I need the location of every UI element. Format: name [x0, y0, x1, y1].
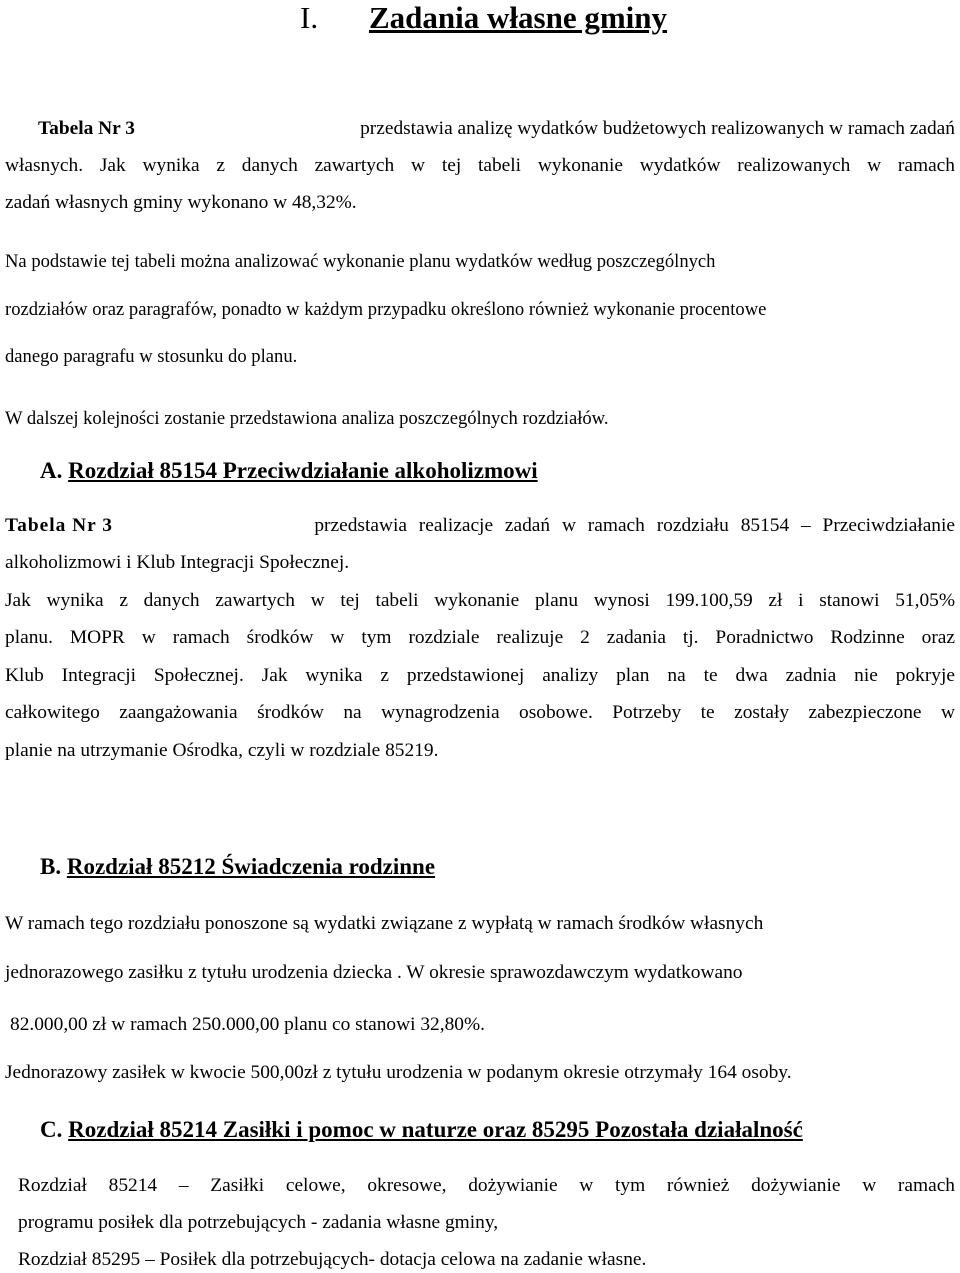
table-reference: Tabela Nr 3	[38, 118, 135, 139]
section-a-line-2: alkoholizmowi i Klub Integracji Społecznej.	[5, 552, 350, 573]
analysis-line-2: rozdziałów oraz paragrafów, ponadto w każdym przypadku określono również wykonanie procentowe	[5, 299, 767, 320]
intro-line-3: zadań własnych gminy wykonano w 48,32%.	[5, 192, 357, 213]
section-c-line-1: Rozdział 85214 – Zasiłki celowe, okresowe, dożywianie w tym również dożywianie w ramach	[18, 1175, 955, 1196]
section-b-letter: B.	[40, 854, 62, 879]
section-a-heading	[40, 457, 538, 485]
section-b-title: Rozdział 85212 Świadczenia rodzinne	[66, 854, 436, 879]
heading-title: Zadania własne gminy	[369, 0, 668, 35]
intro-line-1	[38, 117, 955, 141]
section-a-line-5: Klub Integracji Społecznej. Jak wynika z przedstawionej analizy plan na te dwa zadnia nie pokryje	[5, 665, 955, 686]
heading-number: I.	[300, 0, 319, 35]
section-c-line-3: Rozdział 85295 – Posiłek dla potrzebujących- dotacja celowa na zadanie własne.	[18, 1249, 647, 1270]
section-a-line-4: planu. MOPR w ramach środków w tym rozdziale realizuje 2 zadania tj. Poradnictwo Rodzinne oraz	[5, 627, 955, 648]
section-a-line-1	[5, 514, 955, 538]
analysis-line-1: Na podstawie tej tabeli można analizować wykonanie planu wydatków według poszczególnych	[5, 251, 716, 272]
intro-line-1-text: przedstawia analizę wydatków budżetowych realizowanych w ramach zadań	[360, 118, 955, 139]
section-a-line-6: całkowitego zaangażowania środków na wynagrodzenia osobowe. Potrzeby te zostały zabezpieczone w	[5, 702, 955, 723]
section-c-heading	[40, 1116, 803, 1144]
section-a-letter: A.	[40, 458, 63, 483]
section-b-line-2: jednorazowego zasiłku z tytułu urodzenia dziecka . W okresie sprawozdawczym wydatkowano	[5, 962, 743, 983]
section-c-line-2: programu posiłek dla potrzebujących - zadania własne gminy,	[18, 1212, 499, 1233]
analysis-line-4: W dalszej kolejności zostanie przedstawiona analiza poszczególnych rozdziałów.	[5, 408, 609, 429]
table-reference-a: Tabela Nr 3	[5, 515, 113, 536]
section-a-line-3: Jak wynika z danych zawartych w tej tabeli wykonanie planu wynosi 199.100,59 zł i stanowi 51,05%	[5, 590, 955, 611]
section-a-line-7: planie na utrzymanie Ośrodka, czyli w rozdziale 85219.	[5, 740, 439, 761]
section-a-line-1-text: przedstawia realizacje zadań w ramach rozdziału 85154 – Przeciwdziałanie	[314, 515, 955, 536]
section-b-line-1: W ramach tego rozdziału ponoszone są wydatki związane z wypłatą w ramach środków własnych	[5, 913, 764, 934]
analysis-line-3: danego paragrafu w stosunku do planu.	[5, 346, 298, 367]
section-b-heading	[40, 853, 435, 881]
section-c-title: Rozdział 85214 Zasiłki i pomoc w naturze oraz 85295 Pozostała działalność	[68, 1117, 803, 1142]
section-b-line-3: 82.000,00 zł w ramach 250.000,00 planu co stanowi 32,80%.	[10, 1014, 485, 1035]
section-a-title: Rozdział 85154 Przeciwdziałanie alkoholizmowi	[68, 458, 538, 483]
main-heading	[300, 0, 720, 36]
intro-line-2: własnych. Jak wynika z danych zawartych w tej tabeli wykonanie wydatków realizowanych w ramach	[5, 155, 955, 176]
section-b-line-4: Jednorazowy zasiłek w kwocie 500,00zł z tytułu urodzenia w podanym okresie otrzymały 164 osoby.	[5, 1062, 792, 1083]
section-c-letter: C.	[40, 1117, 63, 1142]
